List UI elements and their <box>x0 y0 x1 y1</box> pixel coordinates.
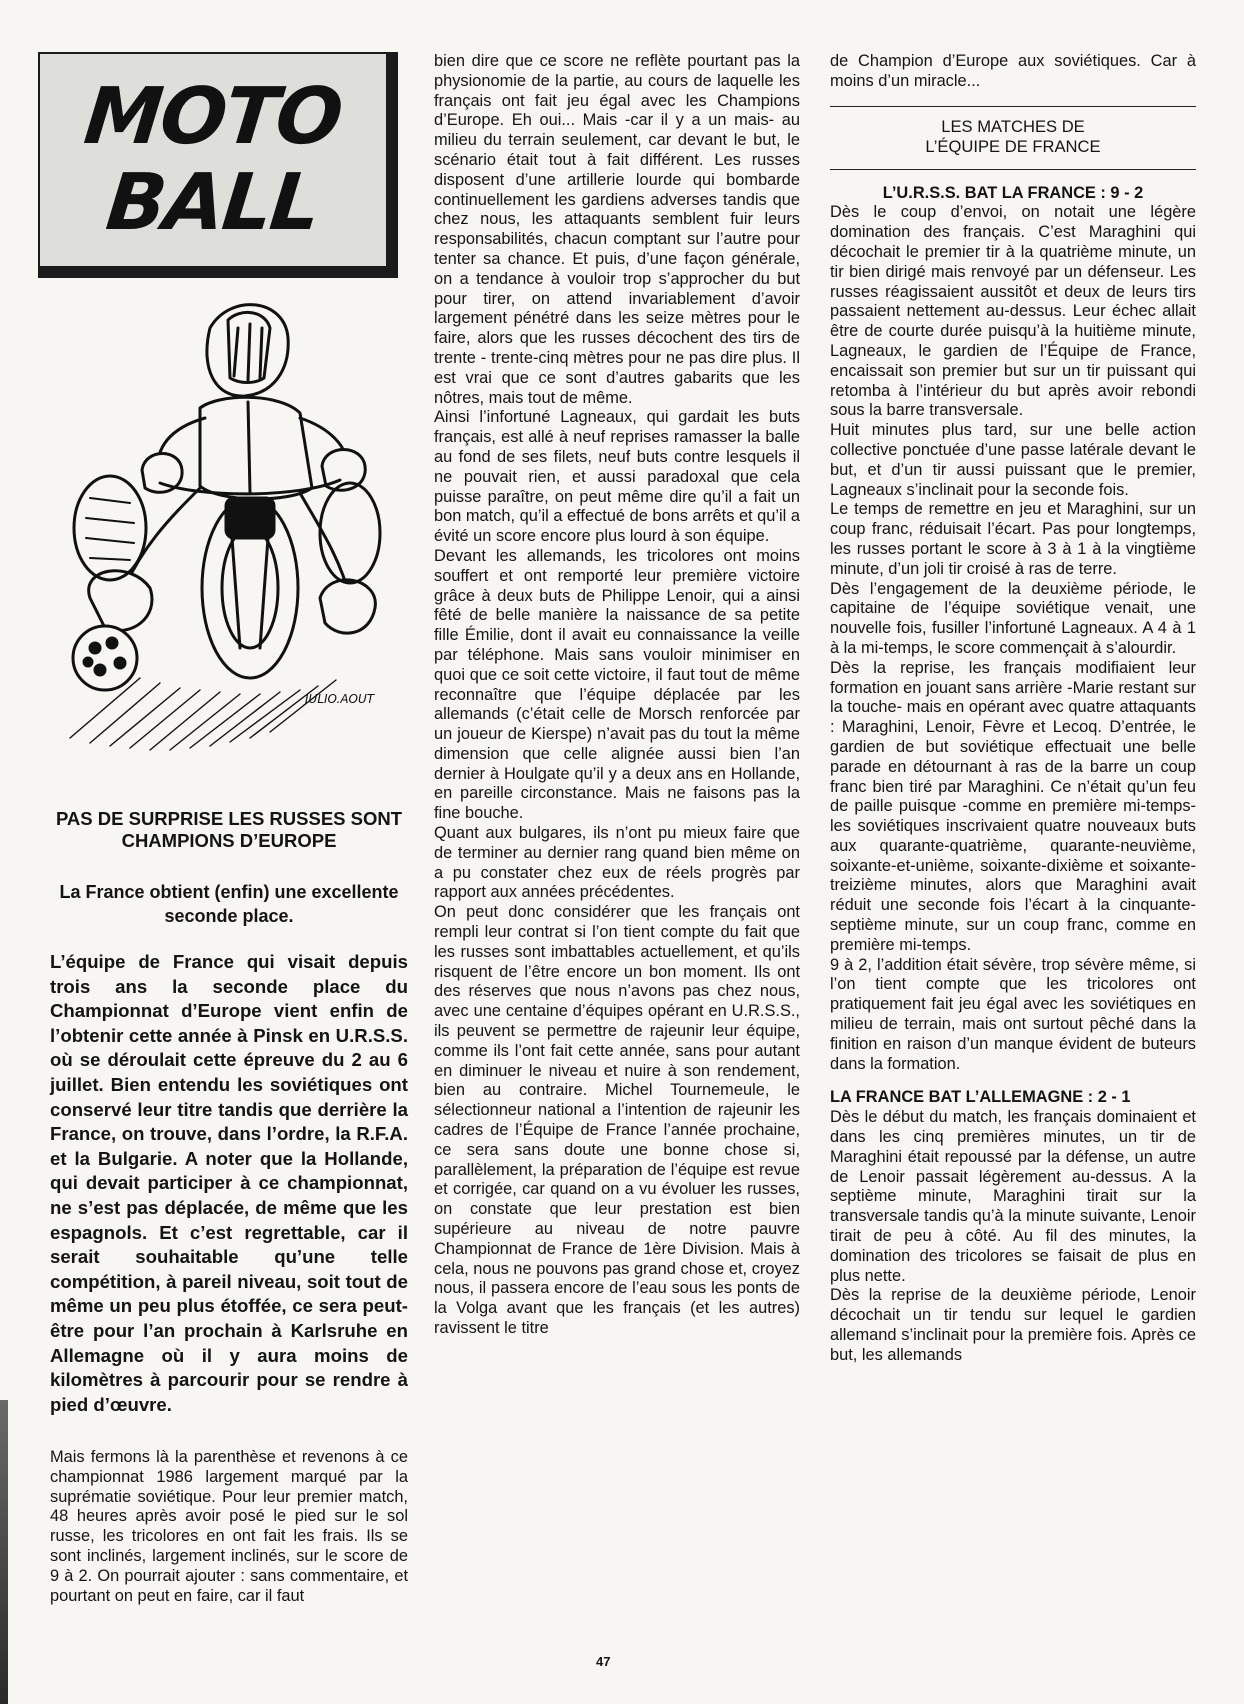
column-3 <box>830 52 1196 1366</box>
column-1-body <box>50 1448 408 1606</box>
paragraph: Devant les allemands, les tricolores ont moins souffert et ont remporté leur première victoire grâce à deux buts de Philippe Lenoir, qui a ainsi fêté de belle manière la naissance de sa petite fille Émilie, dont il avait eu connaissance la veille par téléphone. Mais sans vouloir minimiser en quoi que ce soit cette victoire, il faut tout de même reconnaître que l’équipe déplacée par les allemands (c’était celle de Morsch renforcée par un joueur de Kierspe) n’avait pas du tout la même dimension que celle alignée aussi bien l’an dernier à Houlgate qu’il y a deux ans en Hollande, en pareille circonstance. Mais ne faisons pas la fine bouche. <box>434 546 800 823</box>
illustrator-signature: JULIO.AOUT <box>305 692 375 706</box>
article-chapeau: L’équipe de France qui visait depuis trois ans la seconde place du Championnat d’Europe vient enfin de l’obtenir cette année à Pinsk en U.R.S.S. où se déroulait cette épreuve du 2 au 6 juillet. Bien entendu les soviétiques ont conservé leur titre tandis que derrière la France, on trouve, dans l’ordre, la R.F.A. et la Bulgarie. A noter que la Hollande, qui devait participer à ce championnat, ne s’est pas déplacée, de même que les espagnols. Et c’est regrettable, car il serait souhaitable qu’une telle compétition, à pareil niveau, soit tout de même un peu plus étoffée, ce sera peut-être pour l’an prochain à Karlsruhe en Allemagne où il y aura moins de kilomètres à parcourir pour se rendre à pied d’œuvre. <box>50 951 408 1415</box>
matches-box-title <box>830 106 1196 170</box>
paragraph: Dès l’engagement de la deuxième période, le capitaine de l’équipe soviétique venait, une nouvelle fois, fusiller l’infortuné Lagneaux. A 4 à 1 à la mi-temps, le score commençait à s’alourdir. <box>830 579 1196 657</box>
paragraph: bien dire que ce score ne reflète pourtant pas la physionomie de la partie, au cours de laquelle les français ont fait jeu égal avec les Champions d’Europe. Eh oui... Mais -car il y a un mais- au milieu du terrain seulement, car devant le but, le scénario était tout à fait différent. Les russes disposent d’une artillerie lourde qui bombarde continuellement les gardiens adverses tandis que chez nous, les attaquants semblent fuir leurs responsabilités, chacun comptant sur l’autre pour tenter sa chance. Et puis, d’une façon générale, on a tendance à vouloir trop s’approcher du but pour tirer, on attend invariablement d’avoir largement pénétré dans les seize mètres pour le faire, alors que les russes décochent des tirs de trente - trente-cinq mètres pour ne pas dire plus. Il est vrai que ce sont d’autres gabarits que les nôtres, mais tout de même. <box>434 52 800 407</box>
paragraph: de Champion d’Europe aux soviétiques. Car à moins d’un miracle... <box>830 52 1196 90</box>
paragraph: Dès le début du match, les français dominaient et dans les cinq premières minutes, un tir de Maraghini était repoussé par la défense, un autre de Lenoir passait légèrement au-dessus. A la septième minute, Maraghini tirait sur la transversale tandis qu’à la minute suivante, Lenoir tirait de peu à côté. Au fil des minutes, la domination des tricolores se faisait de plus en plus nette. <box>830 1108 1196 1285</box>
match-1-title: L’U.R.S.S. BAT LA FRANCE : 9 - 2 <box>882 183 1144 202</box>
paragraph: Mais fermons là la parenthèse et revenons à ce championnat 1986 largement marqué par la suprématie soviétique. Pour leur premier match, 48 heures après avoir posé le pied sur le sol russe, les tricolores en ont fait les frais. Ils se sont inclinés, largement inclinés, sur le score de 9 à 2. On pourrait ajouter : sans commentaire, et pourtant on peut en faire, car il faut <box>50 1448 408 1605</box>
paragraph: Le temps de remettre en jeu et Maraghini, sur un coup franc, réduisait l’écart. Pas pour longtemps, les russes portant le score à 3 à 1 à la vingtième minute, d’un joli tir croisé à ras de terre. <box>830 500 1196 578</box>
paragraph: Dès le coup d’envoi, on notait une légère domination des français. C’est Maraghini qui décochait le premier tir à la quatrième minute, un tir bien dirigé mais renvoyé par un défenseur. Les russes réagissaient aussitôt et deux de leurs tirs passaient nettement au-dessus. Leur échec allait être de courte durée puisqu’à la huitième minute, Lagneaux, le gardien de l’Équipe de France, encaissait son premier but sur un tir puissant qui retomba à l’intérieur du but après avoir rebondi sous la barre transversale. <box>830 203 1196 420</box>
match-2-title: LA FRANCE BAT L’ALLEMAGNE : 2 - 1 <box>830 1088 1131 1107</box>
page-number: 47 <box>596 1654 611 1669</box>
paragraph: 9 à 2, l’addition était sévère, trop sévère même, si l’on tient compte que les tricolores ont pratiquement fait jeu égal avec les soviétiques en milieu de terrain, mais ont surtout pêché dans la finition en raison d’un manque évident de buteurs dans la formation. <box>830 955 1196 1073</box>
binding-shadow <box>0 1400 8 1704</box>
paragraph: Huit minutes plus tard, sur une belle action collective ponctuée d’une passe latérale devant le but, et d’un tir aussi puissant que le premier, Lagneaux s’inclinait pour la seconde fois. <box>830 421 1196 499</box>
masthead-title-line1: MOTO <box>80 72 346 162</box>
article-headline: PAS DE SURPRISE LES RUSSES SONT CHAMPIONS D’EUROPE <box>55 808 403 851</box>
article-subhead: La France obtient (enfin) une excellente seconde place. <box>59 882 399 926</box>
paragraph: Ainsi l’infortuné Lagneaux, qui gardait les buts français, est allé à neuf reprises ramasser la balle au fond de ses filets, neuf buts contre lesquels il ne pouvait rien, et aussi paradoxal que cela puisse paraître, on peut même dire qu’il a fait un bon match, qu’il a effectué de bons arrêts et qu’il a évité un score encore plus lourd à son équipe. <box>434 408 800 546</box>
matches-box-title-line2: L’ÉQUIPE DE FRANCE <box>925 136 1101 156</box>
masthead-panel <box>38 52 388 268</box>
paragraph: On peut donc considérer que les français ont rempli leur contrat si l’on tient compte du fait que les russes sont imbattables actuellement, et qu’ils risquent de l’être encore un bon moment. Ils ont des réserves que nous n’avons pas chez nous, avec une centaine d’équipes opérant en U.R.S.S., ils peuvent se permettre de rajeunir leur équipe, comme ils l’ont fait cette année, sans pour autant en diminuer le niveau et nuire à son rendement, bien au contraire. Michel Tournemeule, le sélectionneur national a l’intention de rajeunir les cadres de l’Équipe de France l’année prochaine, ce sera sans doute une bonne chose si, parallèlement, la préparation de l’équipe est revue et corrigée, car quand on a vu évoluer les russes, on constate que leur prestation est bien supérieure au niveau de notre pauvre Championnat de France de 1ère Division. Mais à cela, nous ne pouvons pas grand chose et, croyez nous, il passera encore de l’eau sous les ponts de la Volga avant que les français (et les autres) ravissent le titre <box>434 903 800 1337</box>
matches-box-title-line1: LES MATCHES DE <box>941 116 1085 136</box>
paragraph: Dès la reprise, les français modifiaient leur formation en jouant sans arrière -Marie restant sur la touche- mais en opérant avec quatre attaquants : Maraghini, Lenoir, Fèvre et Lecoq. D’entrée, le gardien de but soviétique effectuait une belle parade en détournant à ras de la barre un coup franc bien tiré par Maraghini. Ce n’était qu’un feu de paille puisque -comme en première mi-temps- les soviétiques inscrivaient quatre nouveaux buts aux quarante-quatrième, quarante-neuvième, soixante-et-unième, soixante-dixième et soixante-treizième minutes, alors que Maraghini avait réduit une seconde fois l’écart à la cinquante-septième minute, sur un coup franc, comme en première mi-temps. <box>830 658 1196 954</box>
paragraph: Dès la reprise de la deuxième période, Lenoir décochait un tir tendu sur lequel le gardien allemand s’inclinait pour la première fois. Après ce but, les allemands <box>830 1286 1196 1364</box>
masthead-title-line2: BALL <box>102 158 324 248</box>
column-2 <box>434 52 800 1339</box>
moto-rider-cartoon-icon <box>50 298 390 770</box>
masthead-box <box>38 52 398 278</box>
paragraph: Quant aux bulgares, ils n’ont pu mieux faire que de terminer au dernier rang quand bien même on a pu constater chez eux de réels progrès par rapport aux années précédentes. <box>434 824 800 902</box>
